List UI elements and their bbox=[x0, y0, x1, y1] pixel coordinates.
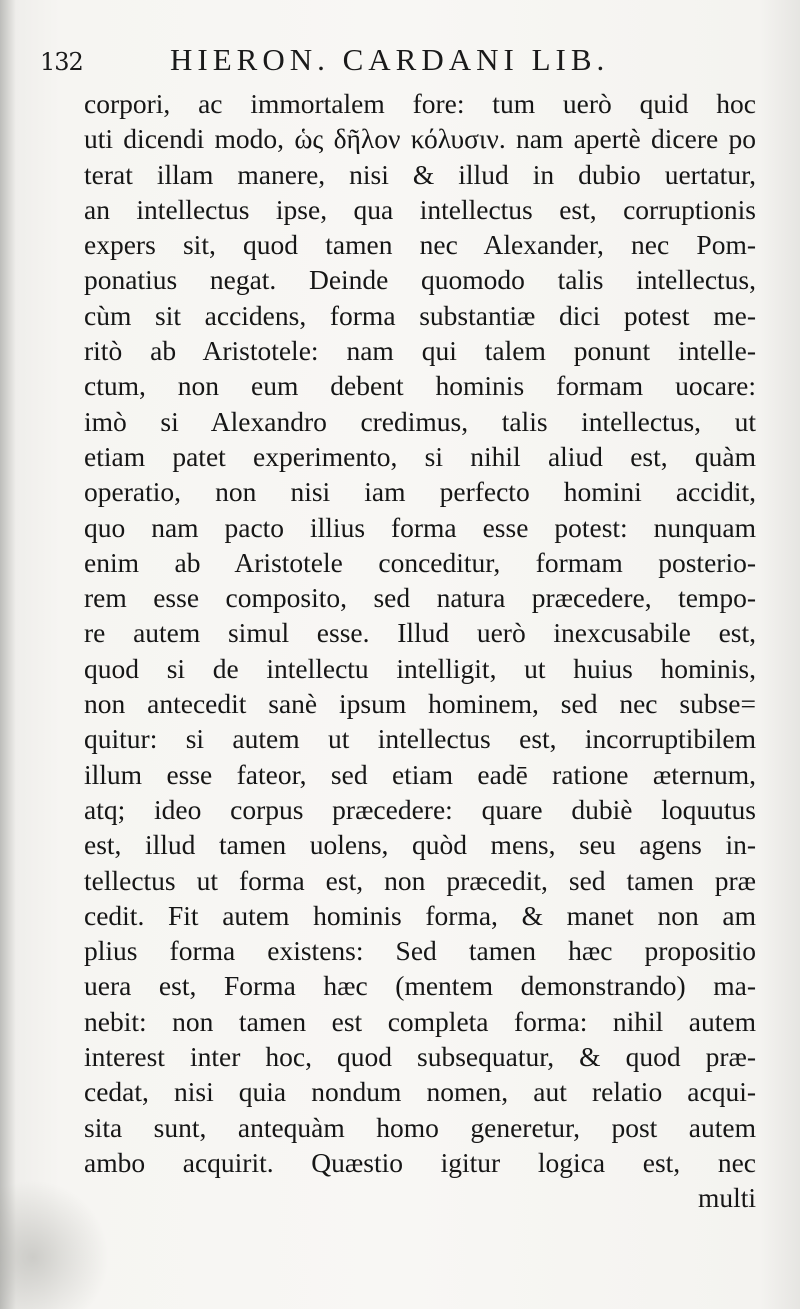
text-line: sita sunt, antequàm homo generetur, post autem bbox=[84, 1111, 756, 1143]
text-line: etiam patet experimento, si nihil aliud est, quàm bbox=[84, 440, 756, 472]
text-line: terat illam manere, nisi & illud in dubio uertatur, bbox=[84, 158, 756, 190]
text-line: quitur: si autem ut intellectus est, incorruptibilem bbox=[84, 723, 756, 755]
text-line: imò si Alexandro credimus, talis intellectus, ut bbox=[84, 405, 756, 437]
page-number: 132 bbox=[40, 48, 83, 76]
text-line: expers sit, quod tamen nec Alexander, nec Pom- bbox=[84, 229, 756, 261]
text-line: ponatius negat. Deinde quomodo talis intellectus, bbox=[84, 264, 756, 296]
text-line: est, illud tamen uolens, quòd mens, seu agens in- bbox=[84, 829, 756, 861]
text-line: rem esse composito, sed natura præcedere, tempo- bbox=[84, 582, 756, 614]
text-line: atq; ideo corpus præcedere: quare dubiè loquutus bbox=[84, 793, 756, 825]
body-text bbox=[84, 86, 756, 1216]
text-line: cedit. Fit autem hominis forma, & manet non am bbox=[84, 899, 756, 931]
text-line: ambo acquirit. Quæstio igitur logica est, nec bbox=[84, 1146, 756, 1178]
text-line: non antecedit sanè ipsum hominem, sed nec subse= bbox=[84, 688, 756, 720]
text-line: quod si de intellectu intelligit, ut huius hominis, bbox=[84, 652, 756, 684]
text-line: plius forma existens: Sed tamen hæc propositio bbox=[84, 935, 756, 967]
text-line: quo nam pacto illius forma esse potest: nunquam bbox=[84, 511, 756, 543]
text-line: corpori, ac immortalem fore: tum uerò quid hoc bbox=[84, 88, 756, 119]
text-line: tellectus ut forma est, non præcedit, sed tamen præ bbox=[84, 864, 756, 896]
text-line: nebit: non tamen est completa forma: nihil autem bbox=[84, 1005, 756, 1037]
text-line: illum esse fateor, sed etiam eadē ratione æternum, bbox=[84, 758, 756, 790]
text-line: uti dicendi modo, ὡς δῆλον κόλυσιν. nam apertè dicere po bbox=[84, 123, 756, 155]
text-line: uera est, Forma hæc (mentem demonstrando) ma- bbox=[84, 970, 756, 1002]
text-line: ctum, non eum debent hominis formam uocare: bbox=[84, 370, 756, 402]
catchword: multi bbox=[697, 1182, 756, 1214]
text-line: cùm sit accidens, forma substantiæ dici potest me- bbox=[84, 299, 756, 331]
text-line: enim ab Aristotele conceditur, formam posterio- bbox=[84, 546, 756, 578]
text-line: an intellectus ipse, qua intellectus est, corruptionis bbox=[84, 193, 756, 225]
text-line: cedat, nisi quia nondum nomen, aut relatio acqui- bbox=[84, 1076, 756, 1108]
page-header bbox=[40, 38, 770, 78]
running-head: HIERON. CARDANI LIB. bbox=[170, 42, 610, 77]
text-line: ritò ab Aristotele: nam qui talem ponunt intelle- bbox=[84, 335, 756, 367]
text-line: operatio, non nisi iam perfecto homini accidit, bbox=[84, 476, 756, 508]
text-line: re autem simul esse. Illud uerò inexcusabile est, bbox=[84, 617, 756, 649]
text-line: interest inter hoc, quod subsequatur, & quod præ- bbox=[84, 1041, 756, 1073]
